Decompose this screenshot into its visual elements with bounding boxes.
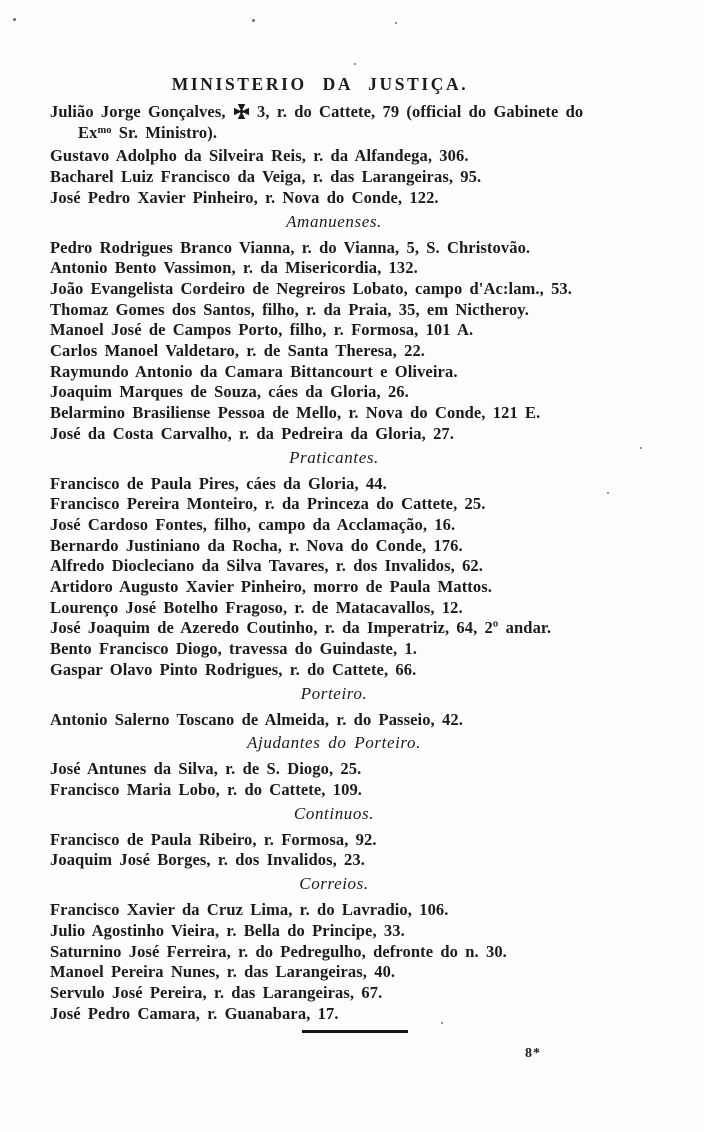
section-heading: Porteiro. [300, 683, 368, 703]
directory-entry: Gaspar Olavo Pinto Rodrigues, r. do Cattete, 66. [50, 659, 417, 679]
directory-entry: José Antunes da Silva, r. de S. Diogo, 25. [50, 759, 362, 779]
scan-speck [252, 19, 255, 22]
directory-entry: João Evangelista Cordeiro de Negreiros Lobato, campo d'Ac:lam., 53. [50, 278, 573, 298]
directory-entry: Alfredo Diocleciano da Silva Tavares, r. dos Invalidos, 62. [50, 556, 483, 576]
directory-entry: Joaquim José Borges, r. dos Invalidos, 23. [50, 850, 365, 870]
directory-entry: Servulo José Pereira, r. das Larangeiras, 67. [50, 982, 383, 1002]
scan-speck [607, 492, 609, 494]
directory-entry: Artidoro Augusto Xavier Pinheiro, morro de Paula Mattos. [50, 577, 492, 597]
directory-entry: Antonio Salerno Toscano de Almeida, r. do Passeio, 42. [50, 709, 463, 729]
page-content [50, 74, 662, 1024]
directory-entry: Raymundo Antonio da Camara Bittancourt e Oliveira. [50, 361, 458, 381]
page-title: MINISTERIO DA JUSTIÇA. [171, 74, 469, 94]
directory-entry: Julio Agostinho Vieira, r. Bella do Principe, 33. [50, 920, 405, 940]
directory-entry: Bernardo Justiniano da Rocha, r. Nova do Conde, 176. [50, 535, 463, 555]
directory-entry: Manoel Pereira Nunes, r. das Larangeiras, 40. [50, 962, 396, 982]
directory-entry: Bento Francisco Diogo, travessa do Guindaste, 1. [50, 639, 418, 659]
page-number-marker: 8* [525, 1046, 541, 1061]
directory-entry: Thomaz Gomes dos Santos, filho, r. da Praia, 35, em Nictheroy. [50, 299, 529, 319]
scan-speck [640, 447, 642, 449]
directory-entry: Julião Jorge Gonçalves, 3, r. do Cattete, 79 (official do Gabinete do [50, 102, 584, 121]
directory-entry: Francisco de Paula Ribeiro, r. Formosa, 92. [50, 829, 377, 849]
directory-entry: $Ex^{mo}$ Sr. Ministro). [78, 122, 218, 142]
directory-entry: Manoel José de Campos Porto, filho, r. Formosa, 101 A. [50, 320, 474, 340]
directory-entry: Francisco Xavier da Cruz Lima, r. do Lavradio, 106. [50, 900, 449, 920]
directory-entry: José Pedro Xavier Pinheiro, r. Nova do Conde, 122. [50, 187, 439, 207]
maltese-cross-icon [234, 104, 249, 119]
directory-entry: Carlos Manoel Valdetaro, r. de Santa Theresa, 22. [50, 341, 426, 361]
directory-entry: Pedro Rodrigues Branco Vianna, r. do Vianna, 5, S. Christovão. [50, 237, 531, 257]
scan-speck [354, 63, 356, 65]
section-heading: Praticantes. [289, 447, 379, 467]
directory-entry: Gustavo Adolpho da Silveira Reis, r. da Alfandega, 306. [50, 146, 469, 166]
directory-entry: Francisco Pereira Monteiro, r. da Princeza do Cattete, 25. [50, 494, 486, 514]
directory-entry: José Cardoso Fontes, filho, campo da Acclamação, 16. [50, 514, 456, 534]
section-heading: Continuos. [293, 803, 375, 823]
directory-entry: Lourenço José Botelho Fragoso, r. de Matacavallos, 12. [50, 597, 463, 617]
directory-sections [50, 102, 662, 1024]
scan-speck [13, 18, 16, 21]
directory-entry: José Joaquim de Azeredo Coutinho, r. da Imperatriz, 64, 2º andar. [50, 618, 552, 638]
section-heading: Amanuenses. [286, 211, 382, 231]
directory-entry: Saturnino José Ferreira, r. do Pedregulho, defronte do n. 30. [50, 941, 507, 961]
directory-entry: Joaquim Marques de Souza, cáes da Gloria, 26. [50, 382, 409, 402]
footer-rule [302, 1030, 408, 1033]
scan-speck [441, 1022, 443, 1024]
section-heading: Correios. [299, 874, 369, 894]
section-heading: Ajudantes do Porteiro. [247, 733, 421, 753]
scan-speck [395, 22, 397, 24]
superscript-text: mo [97, 124, 112, 136]
directory-entry: Belarmino Brasiliense Pessoa de Mello, r. Nova do Conde, 121 E. [50, 403, 541, 423]
directory-entry: Antonio Bento Vassimon, r. da Misericordia, 132. [50, 258, 418, 278]
directory-entry: Francisco Maria Lobo, r. do Cattete, 109. [50, 779, 363, 799]
directory-entry: Bacharel Luiz Francisco da Veiga, r. das Larangeiras, 95. [50, 167, 482, 187]
directory-entry: Francisco de Paula Pires, cáes da Gloria, 44. [50, 473, 387, 493]
directory-entry: José Pedro Camara, r. Guanabara, 17. [50, 1003, 339, 1023]
directory-entry: José da Costa Carvalho, r. da Pedreira da Gloria, 27. [50, 423, 455, 443]
